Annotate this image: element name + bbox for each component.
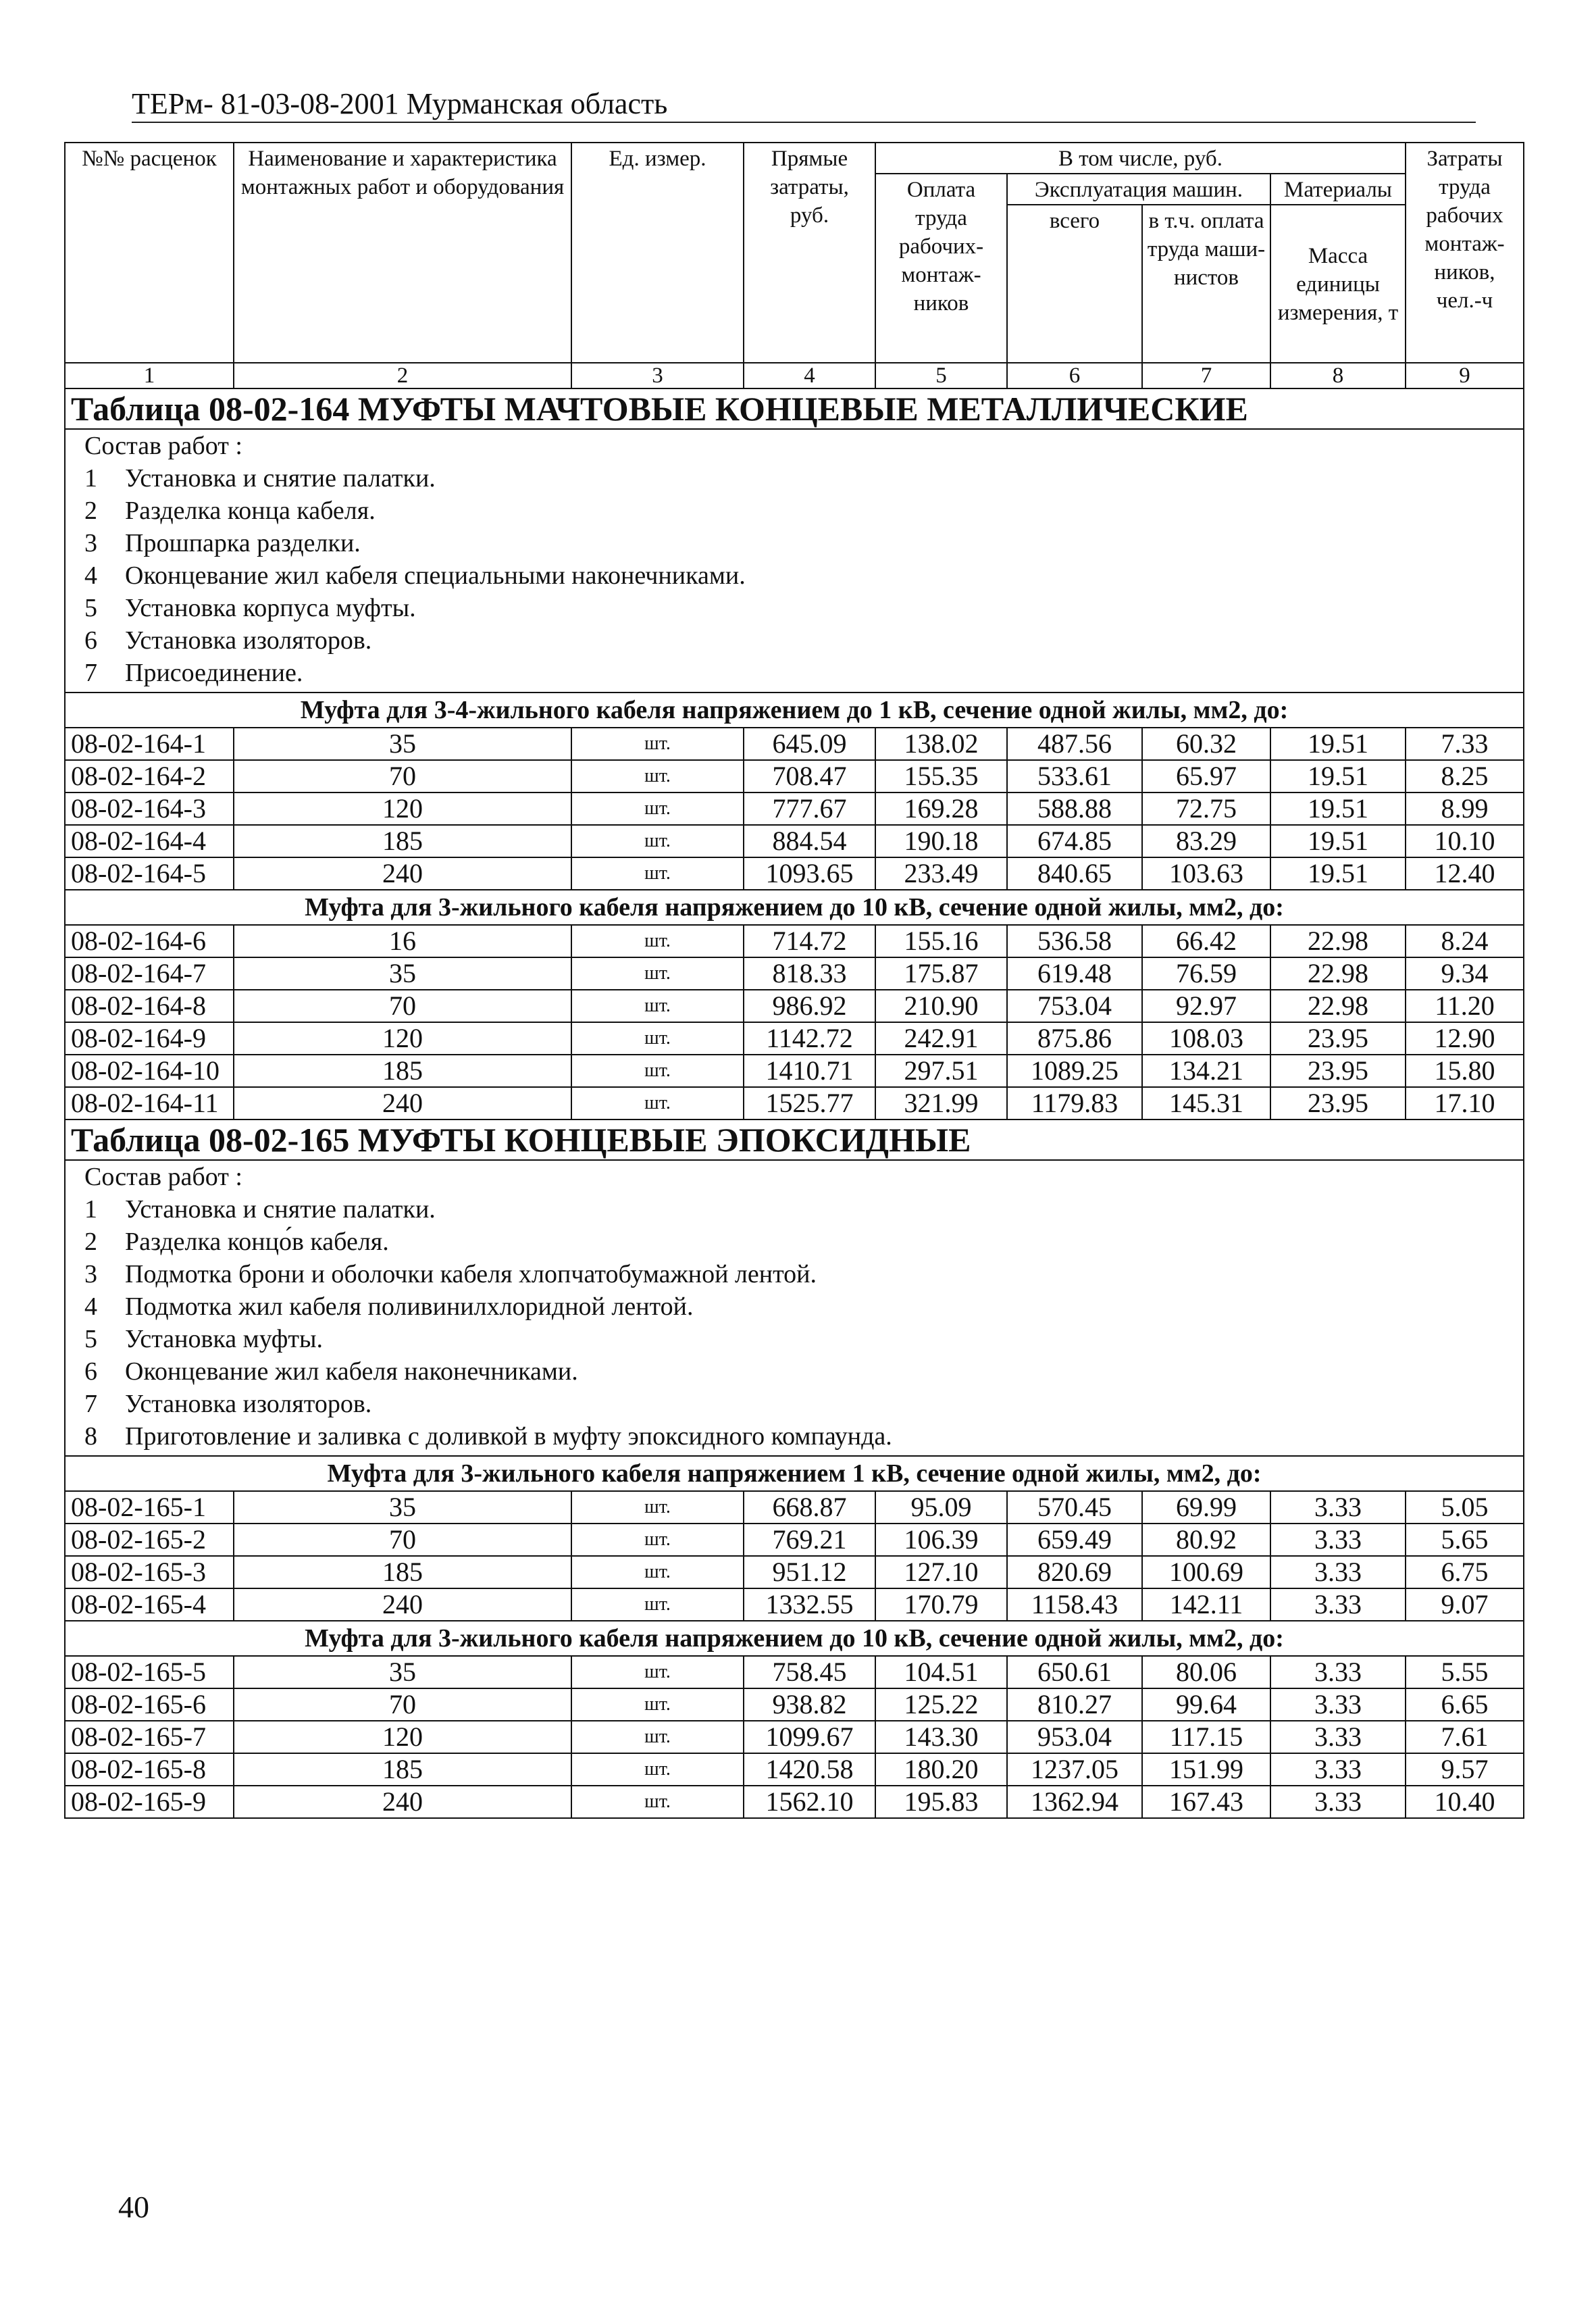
unit: шт. [571, 1721, 744, 1753]
group-heading-row [65, 693, 1524, 728]
table-row [65, 760, 1524, 793]
direct-cost: 769.21 [744, 1524, 875, 1556]
labor-hours: 10.10 [1406, 825, 1524, 857]
head-col-2: Наименование и характеристика монтажных работ и оборудования [234, 143, 571, 363]
mass-value: 22.98 [1270, 957, 1406, 990]
section-size: 70 [234, 760, 571, 793]
labor-cost: 95.09 [875, 1491, 1007, 1524]
machine-labor-cost: 80.92 [1142, 1524, 1270, 1556]
work-item-number: 1 [84, 464, 97, 493]
table-row [65, 1588, 1524, 1621]
section-size: 240 [234, 1588, 571, 1621]
group-heading-row [65, 890, 1524, 925]
machine-cost: 674.85 [1007, 825, 1142, 857]
head-col-8: Масса единицы измерения, т [1270, 205, 1406, 363]
labor-cost: 155.16 [875, 925, 1007, 957]
machine-labor-cost: 83.29 [1142, 825, 1270, 857]
work-item [84, 1258, 1523, 1290]
machine-cost: 1179.83 [1007, 1087, 1142, 1120]
labor-hours: 9.34 [1406, 957, 1524, 990]
section-size: 35 [234, 1656, 571, 1688]
work-item [84, 624, 1523, 657]
column-number: 2 [234, 363, 571, 388]
work-item-number: 1 [84, 1195, 97, 1224]
mass-value: 3.33 [1270, 1786, 1406, 1818]
mass-value: 3.33 [1270, 1491, 1406, 1524]
direct-cost: 938.82 [744, 1688, 875, 1721]
machine-labor-cost: 69.99 [1142, 1491, 1270, 1524]
machine-cost: 1158.43 [1007, 1588, 1142, 1621]
labor-hours: 10.40 [1406, 1786, 1524, 1818]
table-title-row [65, 388, 1524, 429]
mass-value: 22.98 [1270, 990, 1406, 1022]
head-col-3: Ед. измер. [571, 143, 744, 363]
price-code: 08-02-165-3 [65, 1556, 234, 1588]
work-item [84, 495, 1523, 527]
unit: шт. [571, 990, 744, 1022]
labor-cost: 106.39 [875, 1524, 1007, 1556]
price-code: 08-02-164-2 [65, 760, 234, 793]
labor-hours: 6.75 [1406, 1556, 1524, 1588]
group-heading: Муфта для 3-4-жильного кабеля напряжением до 1 кВ, сечение одной жилы, мм2, до: [65, 693, 1524, 728]
machine-labor-cost: 145.31 [1142, 1087, 1270, 1120]
labor-cost: 180.20 [875, 1753, 1007, 1786]
price-code: 08-02-165-8 [65, 1753, 234, 1786]
unit: шт. [571, 825, 744, 857]
work-item-number: 4 [84, 561, 97, 590]
work-item-number: 4 [84, 1292, 97, 1321]
work-item-text: Разделка концо́в кабеля. [125, 1228, 389, 1256]
price-code: 08-02-164-6 [65, 925, 234, 957]
unit: шт. [571, 1588, 744, 1621]
section-size: 240 [234, 857, 571, 890]
unit: шт. [571, 1753, 744, 1786]
labor-cost: 233.49 [875, 857, 1007, 890]
labor-cost: 210.90 [875, 990, 1007, 1022]
mass-value: 3.33 [1270, 1656, 1406, 1688]
machine-cost: 1089.25 [1007, 1055, 1142, 1087]
mass-value: 19.51 [1270, 760, 1406, 793]
section-size: 185 [234, 825, 571, 857]
section-size: 70 [234, 1524, 571, 1556]
machine-labor-cost: 65.97 [1142, 760, 1270, 793]
column-number: 5 [875, 363, 1007, 388]
direct-cost: 986.92 [744, 990, 875, 1022]
machine-labor-cost: 60.32 [1142, 728, 1270, 760]
mass-value: 3.33 [1270, 1688, 1406, 1721]
labor-cost: 143.30 [875, 1721, 1007, 1753]
work-item-number: 5 [84, 1325, 97, 1353]
direct-cost: 645.09 [744, 728, 875, 760]
direct-cost: 1142.72 [744, 1022, 875, 1055]
column-number: 8 [1270, 363, 1406, 388]
work-item-text: Установка изоляторов. [125, 626, 372, 655]
unit: шт. [571, 1786, 744, 1818]
head-col-1: №№ расценок [65, 143, 234, 363]
section-size: 185 [234, 1055, 571, 1087]
table-row [65, 925, 1524, 957]
section-size: 35 [234, 957, 571, 990]
head-col-5: Оплата труда рабочих-монтаж-ников [875, 174, 1007, 363]
machine-cost: 533.61 [1007, 760, 1142, 793]
work-item-number: 2 [84, 497, 97, 525]
mass-value: 19.51 [1270, 728, 1406, 760]
unit: шт. [571, 957, 744, 990]
machine-cost: 588.88 [1007, 793, 1142, 825]
machine-labor-cost: 76.59 [1142, 957, 1270, 990]
work-item [84, 592, 1523, 624]
work-item-number: 2 [84, 1228, 97, 1256]
price-code: 08-02-164-9 [65, 1022, 234, 1055]
table-row [65, 1656, 1524, 1688]
labor-hours: 9.07 [1406, 1588, 1524, 1621]
page-header: ТЕРм- 81-03-08-2001 Мурманская область [132, 87, 668, 120]
unit: шт. [571, 760, 744, 793]
labor-hours: 17.10 [1406, 1087, 1524, 1120]
work-item [84, 1193, 1523, 1226]
price-code: 08-02-164-1 [65, 728, 234, 760]
work-item-number: 6 [84, 626, 97, 655]
machine-cost: 753.04 [1007, 990, 1142, 1022]
mass-value: 3.33 [1270, 1556, 1406, 1588]
table-row [65, 1087, 1524, 1120]
head-col-4: Прямые затраты, руб. [744, 143, 875, 363]
work-item [84, 1226, 1523, 1258]
price-code: 08-02-164-4 [65, 825, 234, 857]
section-size: 185 [234, 1556, 571, 1588]
direct-cost: 1420.58 [744, 1753, 875, 1786]
head-col-9: Затраты труда рабочих монтаж-ников, чел.-ч [1406, 143, 1524, 363]
work-item-number: 3 [84, 529, 97, 557]
price-code: 08-02-164-7 [65, 957, 234, 990]
machine-labor-cost: 117.15 [1142, 1721, 1270, 1753]
head-group: В том числе, руб. [875, 143, 1406, 174]
works-row [65, 1160, 1524, 1456]
head-col-6: всего [1007, 205, 1142, 363]
price-tables [64, 142, 1523, 1819]
direct-cost: 1410.71 [744, 1055, 875, 1087]
price-code: 08-02-165-1 [65, 1491, 234, 1524]
labor-hours: 8.25 [1406, 760, 1524, 793]
section-size: 185 [234, 1753, 571, 1786]
group-heading-row [65, 1621, 1524, 1656]
table-row [65, 1753, 1524, 1786]
section-size: 35 [234, 1491, 571, 1524]
head-group-machines: Эксплуатация машин. [1007, 174, 1270, 205]
mass-value: 3.33 [1270, 1753, 1406, 1786]
table-row [65, 1055, 1524, 1087]
work-item [84, 559, 1523, 592]
table-title-row [65, 1120, 1524, 1160]
direct-cost: 708.47 [744, 760, 875, 793]
section-size: 120 [234, 1721, 571, 1753]
work-item-text: Прошпарка разделки. [125, 529, 361, 557]
table-title: Таблица 08-02-165 МУФТЫ КОНЦЕВЫЕ ЭПОКСИДНЫЕ [65, 1120, 1524, 1160]
head-col-7: в т.ч. оплата труда маши-нистов [1142, 205, 1270, 363]
machine-labor-cost: 142.11 [1142, 1588, 1270, 1621]
section-size: 120 [234, 793, 571, 825]
direct-cost: 1332.55 [744, 1588, 875, 1621]
table-row [65, 1556, 1524, 1588]
group-heading-row [65, 1456, 1524, 1491]
labor-hours: 9.57 [1406, 1753, 1524, 1786]
price-code: 08-02-164-3 [65, 793, 234, 825]
direct-cost: 777.67 [744, 793, 875, 825]
unit: шт. [571, 1022, 744, 1055]
group-heading: Муфта для 3-жильного кабеля напряжением 1 кВ, сечение одной жилы, мм2, до: [65, 1456, 1524, 1491]
machine-labor-cost: 92.97 [1142, 990, 1270, 1022]
direct-cost: 818.33 [744, 957, 875, 990]
machine-cost: 650.61 [1007, 1656, 1142, 1688]
work-item-number: 3 [84, 1260, 97, 1288]
machine-cost: 875.86 [1007, 1022, 1142, 1055]
work-item-text: Установка изоляторов. [125, 1390, 372, 1418]
machine-cost: 487.56 [1007, 728, 1142, 760]
machine-cost: 1362.94 [1007, 1786, 1142, 1818]
mass-value: 3.33 [1270, 1721, 1406, 1753]
unit: шт. [571, 1491, 744, 1524]
work-item [84, 1290, 1523, 1323]
mass-value: 23.95 [1270, 1055, 1406, 1087]
price-code: 08-02-165-6 [65, 1688, 234, 1721]
work-item-text: Приготовление и заливка с доливкой в муфту эпоксидного компаунда. [125, 1422, 892, 1451]
table-row [65, 1022, 1524, 1055]
work-item-text: Подмотка жил кабеля поливинилхлоридной лентой. [125, 1292, 694, 1321]
price-code: 08-02-165-2 [65, 1524, 234, 1556]
unit: шт. [571, 1556, 744, 1588]
mass-value: 3.33 [1270, 1524, 1406, 1556]
labor-cost: 155.35 [875, 760, 1007, 793]
machine-cost: 840.65 [1007, 857, 1142, 890]
labor-hours: 7.61 [1406, 1721, 1524, 1753]
machine-cost: 1237.05 [1007, 1753, 1142, 1786]
work-item-text: Присоединение. [125, 659, 303, 687]
unit: шт. [571, 1524, 744, 1556]
table-row [65, 825, 1524, 857]
table-body [65, 388, 1524, 1818]
work-item-text: Установка муфты. [125, 1325, 324, 1353]
price-code: 08-02-165-5 [65, 1656, 234, 1688]
direct-cost: 1099.67 [744, 1721, 875, 1753]
column-number: 6 [1007, 363, 1142, 388]
table-row [65, 1524, 1524, 1556]
section-size: 240 [234, 1087, 571, 1120]
mass-value: 19.51 [1270, 793, 1406, 825]
works-block [65, 1160, 1524, 1456]
labor-hours: 5.55 [1406, 1656, 1524, 1688]
section-size: 35 [234, 728, 571, 760]
table-row [65, 1786, 1524, 1818]
table-row [65, 957, 1524, 990]
mass-value: 3.33 [1270, 1588, 1406, 1621]
machine-labor-cost: 66.42 [1142, 925, 1270, 957]
unit: шт. [571, 728, 744, 760]
column-number: 4 [744, 363, 875, 388]
price-code: 08-02-164-10 [65, 1055, 234, 1087]
machine-labor-cost: 167.43 [1142, 1786, 1270, 1818]
section-size: 70 [234, 1688, 571, 1721]
table-row [65, 1491, 1524, 1524]
column-number: 3 [571, 363, 744, 388]
unit: шт. [571, 1055, 744, 1087]
work-item [84, 1388, 1523, 1420]
machine-cost: 953.04 [1007, 1721, 1142, 1753]
work-item [84, 657, 1523, 689]
price-table [64, 142, 1524, 1819]
labor-hours: 12.90 [1406, 1022, 1524, 1055]
work-item-number: 8 [84, 1422, 97, 1451]
labor-cost: 170.79 [875, 1588, 1007, 1621]
mass-value: 19.51 [1270, 857, 1406, 890]
work-item-number: 5 [84, 594, 97, 622]
section-size: 70 [234, 990, 571, 1022]
work-item [84, 1323, 1523, 1355]
works-row [65, 429, 1524, 693]
works-block [65, 429, 1524, 693]
page-number: 40 [118, 2190, 149, 2224]
group-heading: Муфта для 3-жильного кабеля напряжением до 10 кВ, сечение одной жилы, мм2, до: [65, 890, 1524, 925]
direct-cost: 1562.10 [744, 1786, 875, 1818]
price-code: 08-02-164-8 [65, 990, 234, 1022]
machine-cost: 659.49 [1007, 1524, 1142, 1556]
direct-cost: 714.72 [744, 925, 875, 957]
labor-hours: 5.65 [1406, 1524, 1524, 1556]
labor-cost: 175.87 [875, 957, 1007, 990]
table-row [65, 990, 1524, 1022]
labor-cost: 127.10 [875, 1556, 1007, 1588]
machine-cost: 820.69 [1007, 1556, 1142, 1588]
machine-labor-cost: 108.03 [1142, 1022, 1270, 1055]
mass-value: 22.98 [1270, 925, 1406, 957]
labor-cost: 138.02 [875, 728, 1007, 760]
machine-labor-cost: 80.06 [1142, 1656, 1270, 1688]
labor-hours: 15.80 [1406, 1055, 1524, 1087]
section-size: 240 [234, 1786, 571, 1818]
labor-hours: 12.40 [1406, 857, 1524, 890]
machine-labor-cost: 151.99 [1142, 1753, 1270, 1786]
works-label: Состав работ : [84, 432, 242, 460]
work-item-text: Подмотка брони и оболочки кабеля хлопчатобумажной лентой. [125, 1260, 817, 1288]
direct-cost: 884.54 [744, 825, 875, 857]
work-item [84, 527, 1523, 559]
machine-cost: 810.27 [1007, 1688, 1142, 1721]
labor-cost: 242.91 [875, 1022, 1007, 1055]
work-item [84, 1420, 1523, 1453]
work-item-number: 6 [84, 1357, 97, 1386]
table-title: Таблица 08-02-164 МУФТЫ МАЧТОВЫЕ КОНЦЕВЫЕ МЕТАЛЛИЧЕСКИЕ [65, 388, 1524, 429]
machine-labor-cost: 134.21 [1142, 1055, 1270, 1087]
work-item-text: Разделка конца кабеля. [125, 497, 376, 525]
labor-cost: 104.51 [875, 1656, 1007, 1688]
work-item-text: Оконцевание жил кабеля специальными наконечниками. [125, 561, 746, 590]
section-size: 120 [234, 1022, 571, 1055]
mass-value: 23.95 [1270, 1022, 1406, 1055]
machine-labor-cost: 99.64 [1142, 1688, 1270, 1721]
machine-cost: 536.58 [1007, 925, 1142, 957]
table-row [65, 793, 1524, 825]
labor-hours: 8.99 [1406, 793, 1524, 825]
direct-cost: 1093.65 [744, 857, 875, 890]
group-heading: Муфта для 3-жильного кабеля напряжением до 10 кВ, сечение одной жилы, мм2, до: [65, 1621, 1524, 1656]
work-item [84, 462, 1523, 495]
direct-cost: 758.45 [744, 1656, 875, 1688]
table-row [65, 1721, 1524, 1753]
table-row [65, 1688, 1524, 1721]
mass-value: 23.95 [1270, 1087, 1406, 1120]
labor-hours: 11.20 [1406, 990, 1524, 1022]
labor-hours: 7.33 [1406, 728, 1524, 760]
machine-labor-cost: 72.75 [1142, 793, 1270, 825]
price-code: 08-02-164-11 [65, 1087, 234, 1120]
table-header [65, 143, 1524, 388]
unit: шт. [571, 1656, 744, 1688]
labor-hours: 5.05 [1406, 1491, 1524, 1524]
direct-cost: 951.12 [744, 1556, 875, 1588]
unit: шт. [571, 857, 744, 890]
column-number: 7 [1142, 363, 1270, 388]
labor-cost: 297.51 [875, 1055, 1007, 1087]
work-item-number: 7 [84, 1390, 97, 1418]
unit: шт. [571, 925, 744, 957]
labor-cost: 125.22 [875, 1688, 1007, 1721]
head-group-materials: Материалы [1270, 174, 1406, 205]
work-item [84, 1355, 1523, 1388]
machine-labor-cost: 103.63 [1142, 857, 1270, 890]
labor-cost: 321.99 [875, 1087, 1007, 1120]
labor-hours: 8.24 [1406, 925, 1524, 957]
direct-cost: 1525.77 [744, 1087, 875, 1120]
work-item-text: Установка и снятие палатки. [125, 1195, 436, 1224]
unit: шт. [571, 793, 744, 825]
work-item-text: Установка корпуса муфты. [125, 594, 416, 622]
machine-cost: 570.45 [1007, 1491, 1142, 1524]
work-item-number: 7 [84, 659, 97, 687]
mass-value: 19.51 [1270, 825, 1406, 857]
machine-labor-cost: 100.69 [1142, 1556, 1270, 1588]
price-code: 08-02-165-9 [65, 1786, 234, 1818]
direct-cost: 668.87 [744, 1491, 875, 1524]
unit: шт. [571, 1688, 744, 1721]
price-code: 08-02-164-5 [65, 857, 234, 890]
table-row [65, 728, 1524, 760]
unit: шт. [571, 1087, 744, 1120]
table-row [65, 857, 1524, 890]
work-item-text: Установка и снятие палатки. [125, 464, 436, 493]
price-code: 08-02-165-4 [65, 1588, 234, 1621]
labor-cost: 195.83 [875, 1786, 1007, 1818]
header-rule [132, 122, 1476, 123]
labor-cost: 169.28 [875, 793, 1007, 825]
column-number: 9 [1406, 363, 1524, 388]
section-size: 16 [234, 925, 571, 957]
works-label: Состав работ : [84, 1163, 242, 1191]
labor-cost: 190.18 [875, 825, 1007, 857]
work-item-text: Оконцевание жил кабеля наконечниками. [125, 1357, 578, 1386]
machine-cost: 619.48 [1007, 957, 1142, 990]
price-code: 08-02-165-7 [65, 1721, 234, 1753]
column-number: 1 [65, 363, 234, 388]
labor-hours: 6.65 [1406, 1688, 1524, 1721]
